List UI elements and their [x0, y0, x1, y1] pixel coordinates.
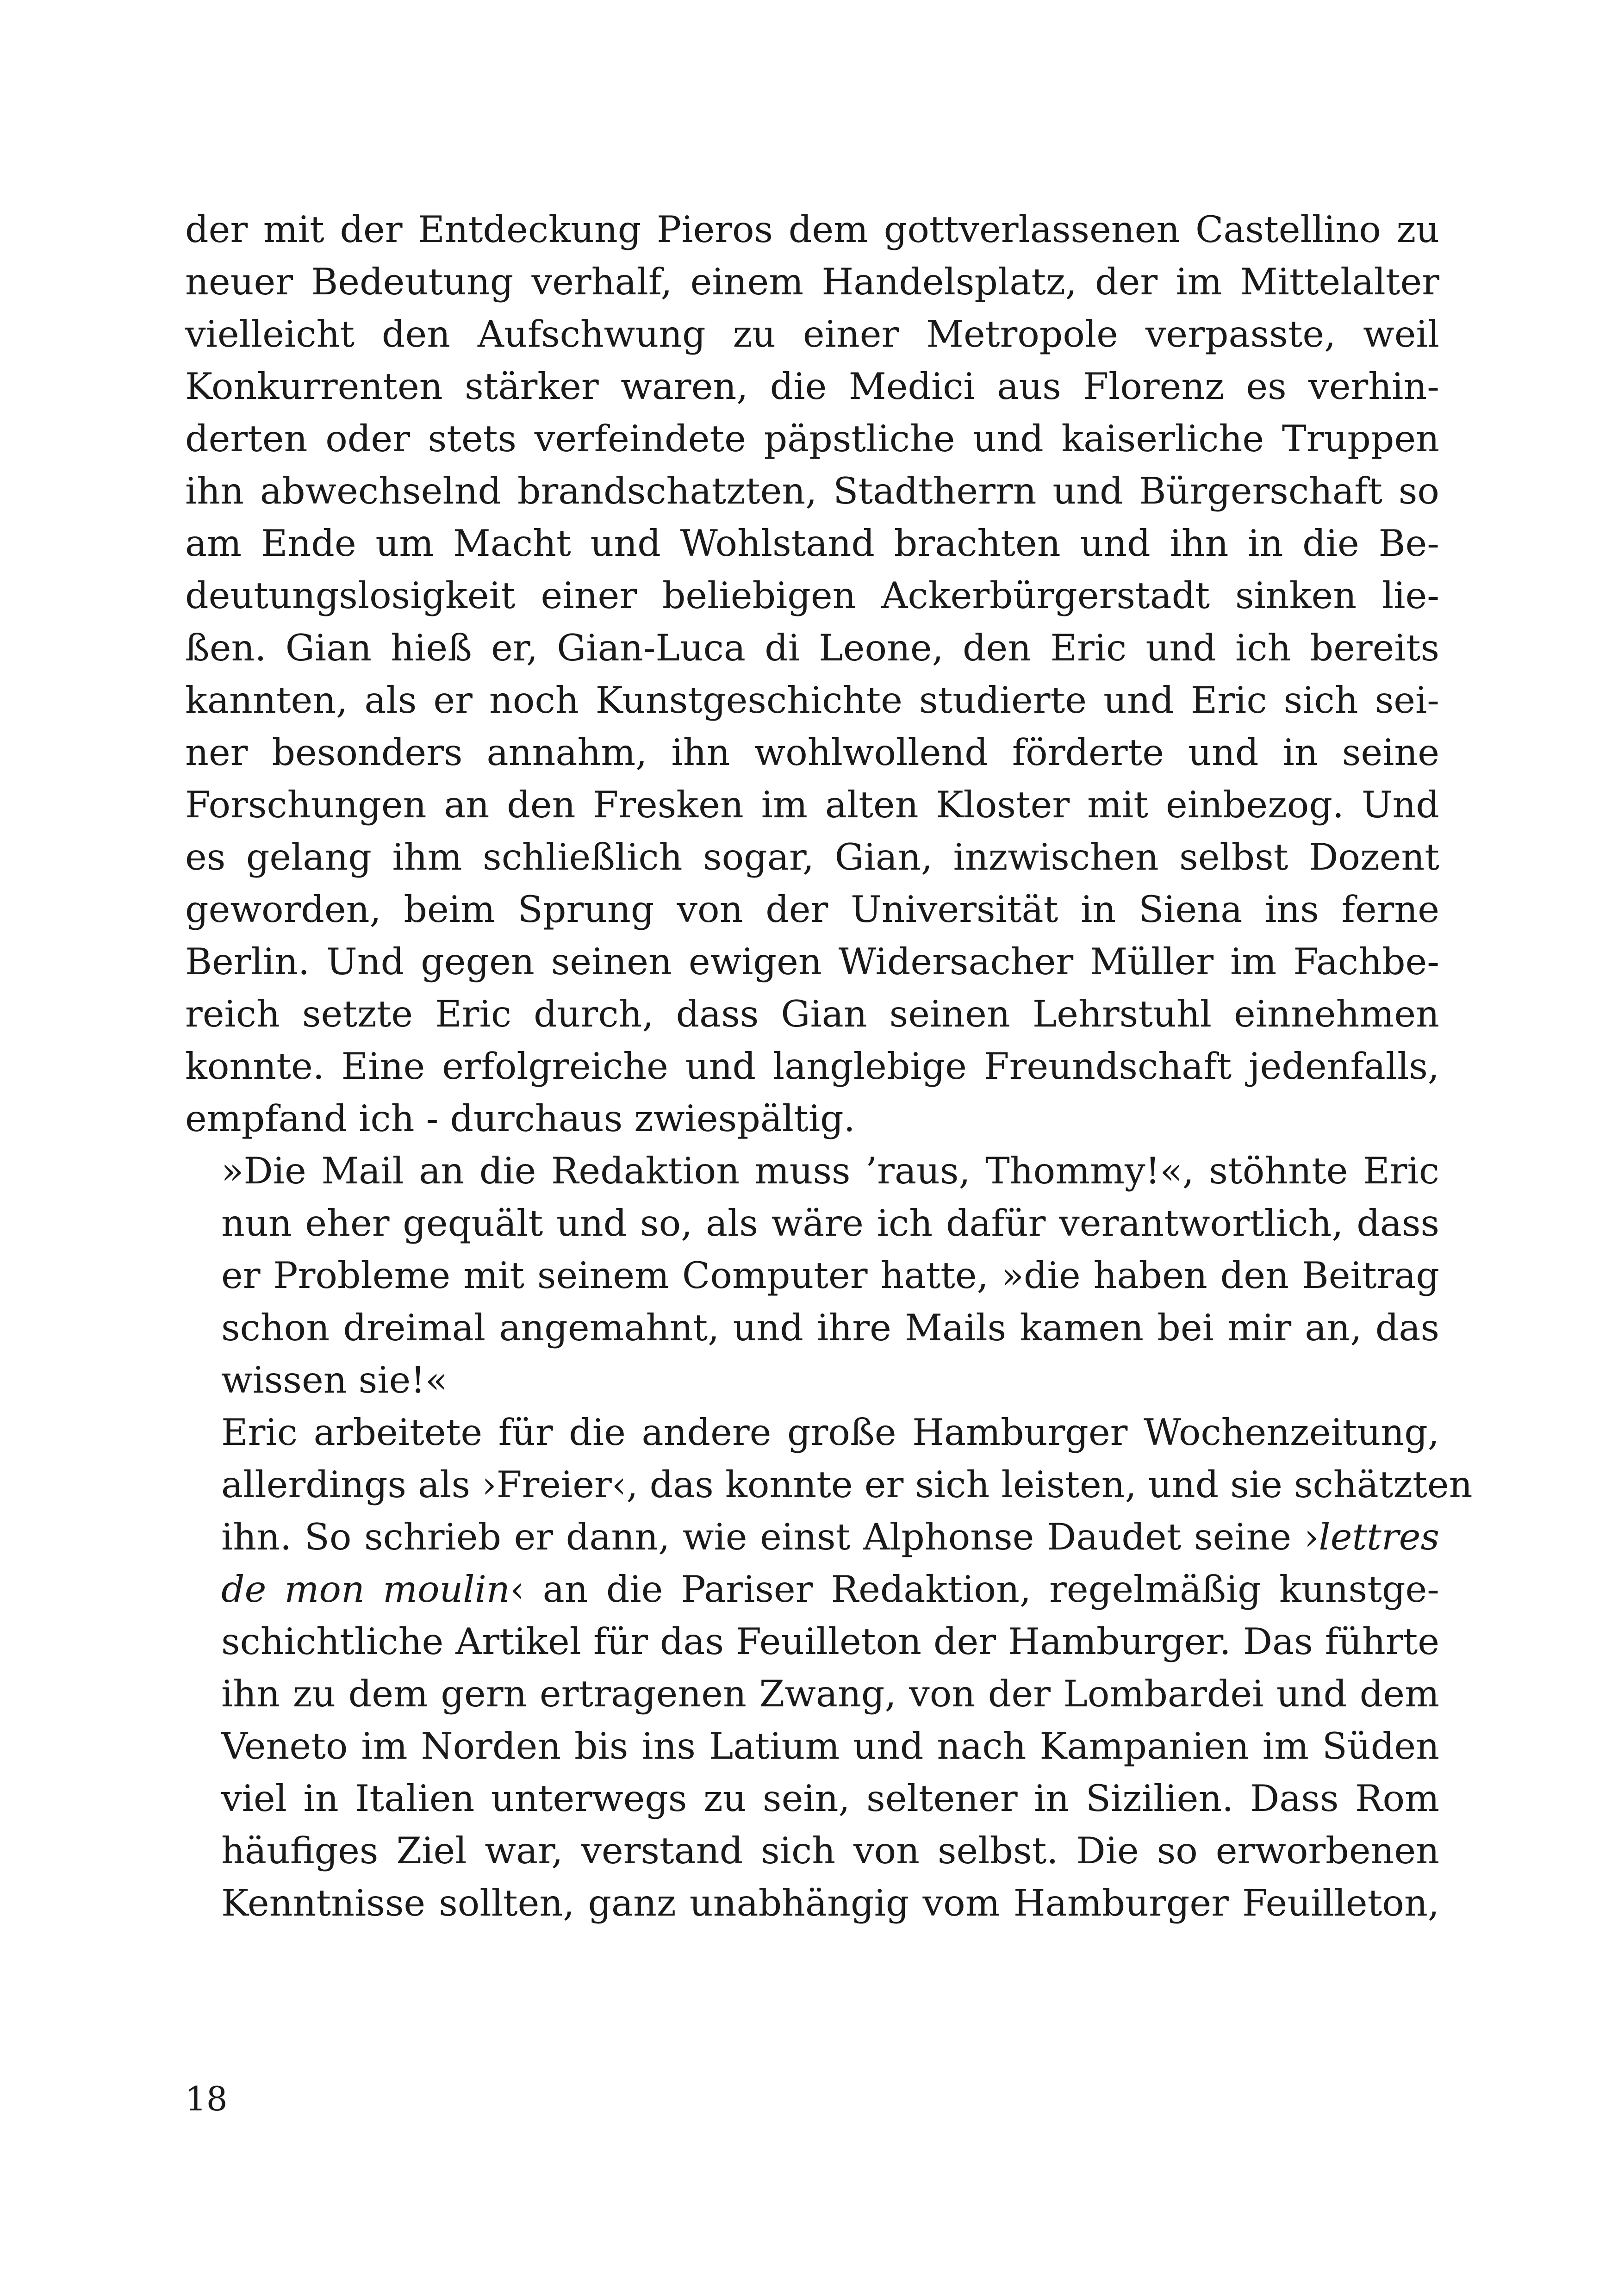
text-line: »Die Mail an die Redaktion muss ’raus, Thommy!«, stöhnte Eric [221, 1150, 1439, 1192]
text-line: Veneto im Norden bis ins Latium und nach Kampanien im Süden [221, 1725, 1439, 1767]
italic-title: de mon moulin [221, 1568, 510, 1611]
text-line: ihn. So schrieb er dann, wie einst Alphonse Daudet seine ›lettres [221, 1516, 1439, 1558]
text-line: kannten, als er noch Kunstgeschichte studierte und Eric sich sei- [185, 679, 1439, 722]
text-line: Eric arbeitete für die andere große Hamburger Wochenzeitung, [221, 1411, 1439, 1454]
body-text [185, 204, 1473, 1929]
text-line: Kenntnisse sollten, ganz unabhängig vom Hamburger Feuilleton, [221, 1882, 1439, 1924]
text-line: Konkurrenten stärker waren, die Medici aus Florenz es verhin- [185, 365, 1439, 408]
text-line: der mit der Entdeckung Pieros dem gottverlassenen Castellino zu [185, 208, 1439, 251]
text-line: häufiges Ziel war, verstand sich von selbst. Die so erworbenen [221, 1829, 1439, 1872]
text-line: ßen. Gian hieß er, Gian-Luca di Leone, den Eric und ich bereits [185, 627, 1439, 669]
text-line: konnte. Eine erfolgreiche und langlebige Freundschaft jedenfalls, [185, 1045, 1439, 1088]
text-line: schichtliche Artikel für das Feuilleton der Hamburger. Das führte [221, 1620, 1439, 1663]
text-line: reich setzte Eric durch, dass Gian seinen Lehrstuhl einnehmen [185, 993, 1439, 1035]
text-line: neuer Bedeutung verhalf, einem Handelsplatz, der im Mittelalter [185, 261, 1439, 303]
paragraph-1 [185, 204, 1439, 1145]
text-line: ihn zu dem gern ertragenen Zwang, von der Lombardei und dem [221, 1673, 1439, 1715]
text-line: vielleicht den Aufschwung zu einer Metropole verpasste, weil [185, 313, 1439, 355]
text-line: schon dreimal angemahnt, und ihre Mails kamen bei mir an, das [221, 1307, 1439, 1349]
text-line: am Ende um Macht und Wohlstand brachten und ihn in die Be- [185, 522, 1439, 565]
italic-title: lettres [1319, 1516, 1439, 1558]
text-line: empfand ich - durchaus zwiespältig. [185, 1097, 855, 1140]
text-line: es gelang ihm schließlich sogar, Gian, inzwischen selbst Dozent [185, 836, 1439, 878]
text-line: er Probleme mit seinem Computer hatte, »die haben den Beitrag [221, 1254, 1439, 1297]
text-line: Berlin. Und gegen seinen ewigen Widersacher Müller im Fachbe- [185, 940, 1439, 983]
text-line: viel in Italien unterwegs zu sein, seltener in Sizilien. Dass Rom [221, 1777, 1439, 1820]
text-line: allerdings als ›Freier‹, das konnte er sich leisten, und sie schätzten [221, 1463, 1473, 1506]
paragraph-3 [185, 1406, 1473, 1929]
paragraph-2 [185, 1145, 1439, 1406]
text-line: Forschungen an den Fresken im alten Kloster mit einbezog. Und [185, 784, 1439, 826]
text-line: deutungslosigkeit einer beliebigen Ackerbürgerstadt sinken lie- [185, 574, 1439, 617]
page-number: 18 [185, 2079, 228, 2118]
text-line: derten oder stets verfeindete päpstliche und kaiserliche Truppen [185, 417, 1439, 460]
text-line: ner besonders annahm, ihn wohlwollend förderte und in seine [185, 731, 1439, 774]
text-line: de mon moulin‹ an die Pariser Redaktion, regelmäßig kunstge- [221, 1568, 1439, 1611]
text-line: wissen sie!« [221, 1359, 448, 1401]
text-line: nun eher gequält und so, als wäre ich dafür verantwortlich, dass [221, 1202, 1439, 1244]
text-line: geworden, beim Sprung von der Universität in Siena ins ferne [185, 888, 1439, 931]
text-line: ihn abwechselnd brandschatzten, Stadtherrn und Bürgerschaft so [185, 470, 1439, 512]
